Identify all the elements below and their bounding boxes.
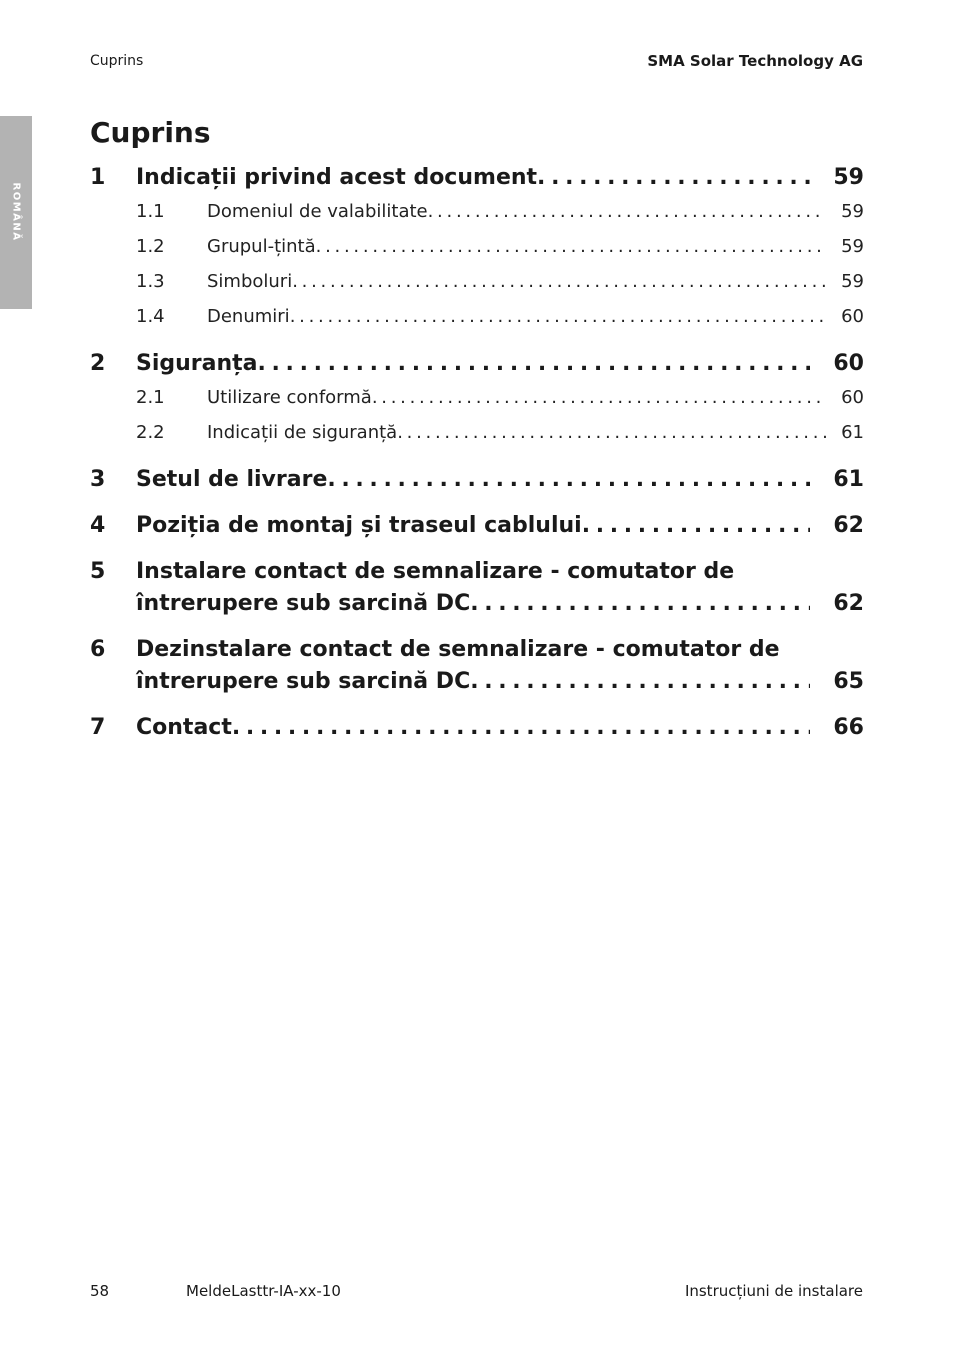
language-side-tab — [0, 116, 32, 309]
toc-number: 5 — [90, 559, 106, 584]
toc-title-line2: întrerupere sub sarcină DC — [136, 591, 471, 616]
toc-entry-2[interactable] — [90, 351, 864, 387]
toc-title: Simboluri — [207, 271, 293, 292]
toc-entry-2-1[interactable] — [90, 387, 864, 422]
toc-leader — [372, 387, 826, 408]
toc-entry-1-3[interactable] — [90, 271, 864, 306]
footer-page-number: 58 — [90, 1282, 110, 1300]
toc-number: 2 — [90, 351, 106, 376]
footer-document-type: Instrucțiuni de instalare — [684, 1282, 863, 1300]
toc-entry-1-2[interactable] — [90, 236, 864, 271]
toc-page: 60 — [833, 351, 864, 376]
toc-title: Indicații de siguranță — [207, 422, 398, 443]
toc-leader — [232, 715, 810, 740]
toc-title: Utilizare conformă — [207, 387, 372, 408]
toc-number: 2.1 — [136, 387, 165, 408]
running-header-section: Cuprins — [90, 53, 144, 69]
toc-page: 60 — [841, 387, 864, 408]
toc-page: 66 — [833, 715, 864, 740]
toc-page: 60 — [841, 306, 864, 327]
toc-title-line — [90, 559, 864, 591]
toc-leader — [397, 422, 826, 443]
toc-number: 7 — [90, 715, 106, 740]
toc-entry-6[interactable] — [90, 637, 864, 705]
toc-title-line1: Instalare contact de semnalizare - comutator de — [136, 559, 735, 584]
toc-page: 61 — [833, 467, 864, 492]
toc-number: 4 — [90, 513, 106, 538]
toc-page: 62 — [833, 591, 864, 616]
toc-number: 1 — [90, 165, 106, 190]
toc-entry-4[interactable] — [90, 513, 864, 549]
toc-title: Domeniul de valabilitate — [207, 201, 428, 222]
toc-entry-1-4[interactable] — [90, 306, 864, 341]
toc-number: 1.3 — [136, 271, 165, 292]
toc-number: 3 — [90, 467, 106, 492]
toc-page: 59 — [841, 201, 864, 222]
toc-number: 1.1 — [136, 201, 165, 222]
toc-number: 1.2 — [136, 236, 165, 257]
toc-title: Setul de livrare — [136, 467, 328, 492]
toc-leader — [327, 467, 810, 492]
toc-entry-2-2[interactable] — [90, 422, 864, 457]
toc-leader — [258, 351, 810, 376]
toc-title: Siguranța — [136, 351, 258, 376]
toc-page: 59 — [841, 236, 864, 257]
toc-page: 65 — [833, 669, 864, 694]
toc-leader — [470, 669, 810, 694]
toc-title-line-last — [90, 591, 864, 627]
toc-title-line2: întrerupere sub sarcină DC — [136, 669, 471, 694]
toc-page: 59 — [833, 165, 864, 190]
table-of-contents — [90, 165, 864, 751]
toc-number: 2.2 — [136, 422, 165, 443]
footer-document-code: MeldeLasttr-IA-xx-10 — [186, 1282, 341, 1300]
toc-title-line1: Dezinstalare contact de semnalizare - comutator de — [136, 637, 780, 662]
language-label: ROMÂNĂ — [10, 182, 22, 242]
toc-title: Poziția de montaj și traseul cablului — [136, 513, 582, 538]
toc-title-line — [90, 637, 864, 669]
toc-entry-1-1[interactable] — [90, 201, 864, 236]
toc-title: Indicații privind acest document — [136, 165, 538, 190]
toc-title-line-last — [90, 669, 864, 705]
toc-leader — [537, 165, 810, 190]
toc-leader — [316, 236, 826, 257]
toc-title: Denumiri — [207, 306, 290, 327]
toc-entry-3[interactable] — [90, 467, 864, 503]
toc-entry-1[interactable] — [90, 165, 864, 201]
toc-number: 6 — [90, 637, 106, 662]
page-title: Cuprins — [90, 116, 211, 149]
toc-leader — [582, 513, 810, 538]
toc-leader — [470, 591, 810, 616]
toc-entry-7[interactable] — [90, 715, 864, 751]
toc-page: 59 — [841, 271, 864, 292]
toc-title: Contact — [136, 715, 232, 740]
toc-leader — [292, 271, 826, 292]
toc-page: 61 — [841, 422, 864, 443]
toc-title: Grupul-țintă — [207, 236, 316, 257]
toc-leader — [428, 201, 826, 222]
toc-leader — [290, 306, 826, 327]
toc-page: 62 — [833, 513, 864, 538]
toc-entry-5[interactable] — [90, 559, 864, 627]
running-header-company: SMA Solar Technology AG — [647, 52, 863, 70]
toc-number: 1.4 — [136, 306, 165, 327]
